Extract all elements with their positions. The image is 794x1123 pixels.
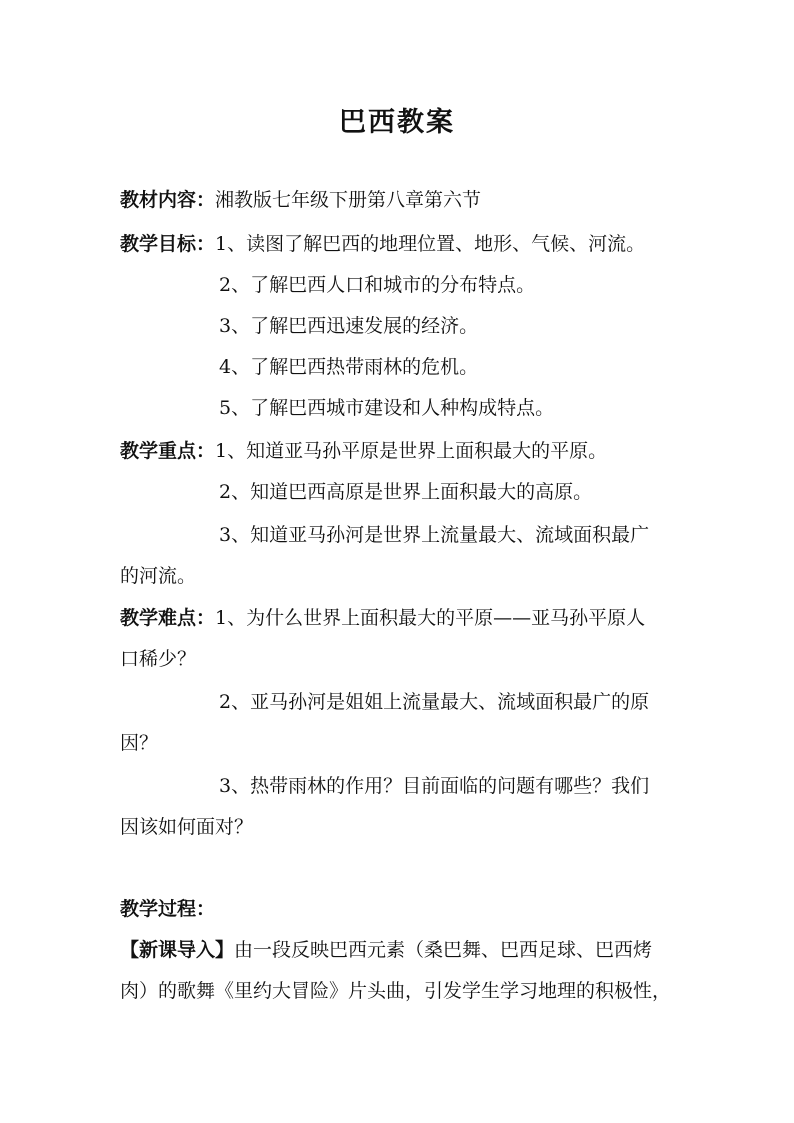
intro-text: 由一段反映巴西元素（桑巴舞、巴西足球、巴西烤 [234,939,653,961]
objectives-label: 教学目标： [120,233,216,255]
intro-label: 【新课导入】 [120,939,235,961]
difficulty-item: 2、亚马孙河是姐姐上流量最大、流域面积最广的原 [219,691,650,713]
difficulties-line-1 [120,606,645,630]
intro-line [120,938,652,962]
key-points-line-1 [120,439,607,463]
key-point-item: 3、知道亚马孙河是世界上流量最大、流域面积最广 [219,524,650,546]
objective-item: 1、读图了解巴西的地理位置、地形、气候、河流。 [215,233,646,255]
material-label: 教材内容： [120,189,216,211]
objective-item: 5、了解巴西城市建设和人种构成特点。 [219,397,555,419]
material-line [120,188,481,212]
material-text: 湘教版七年级下册第八章第六节 [215,189,482,211]
key-point-item: 2、知道巴西高原是世界上面积最大的高原。 [219,481,593,503]
objective-item: 4、了解巴西热带雨林的危机。 [219,356,479,378]
key-point-continuation: 的河流。 [120,565,197,587]
difficulties-label: 教学难点： [120,607,216,629]
intro-continuation: 肉）的歌舞《里约大冒险》片头曲，引发学生学习地理的积极性， [120,980,672,1002]
objective-item: 2、了解巴西人口和城市的分布特点。 [219,274,536,296]
objectives-line-1 [120,232,645,256]
objective-item: 3、了解巴西迅速发展的经济。 [219,315,479,337]
difficulty-continuation: 因？ [120,732,159,754]
key-point-item: 1、知道亚马孙平原是世界上面积最大的平原。 [215,440,608,462]
difficulty-item: 1、为什么世界上面积最大的平原——亚马孙平原人 [215,607,646,629]
difficulty-item: 3、热带雨林的作用？目前面临的问题有哪些？我们 [219,775,650,797]
difficulty-continuation: 因该如何面对？ [120,816,254,838]
process-label: 教学过程： [120,898,216,920]
difficulty-continuation: 口稀少？ [120,648,197,670]
page-title: 巴西教案 [339,107,455,138]
key-points-label: 教学重点： [120,440,216,462]
